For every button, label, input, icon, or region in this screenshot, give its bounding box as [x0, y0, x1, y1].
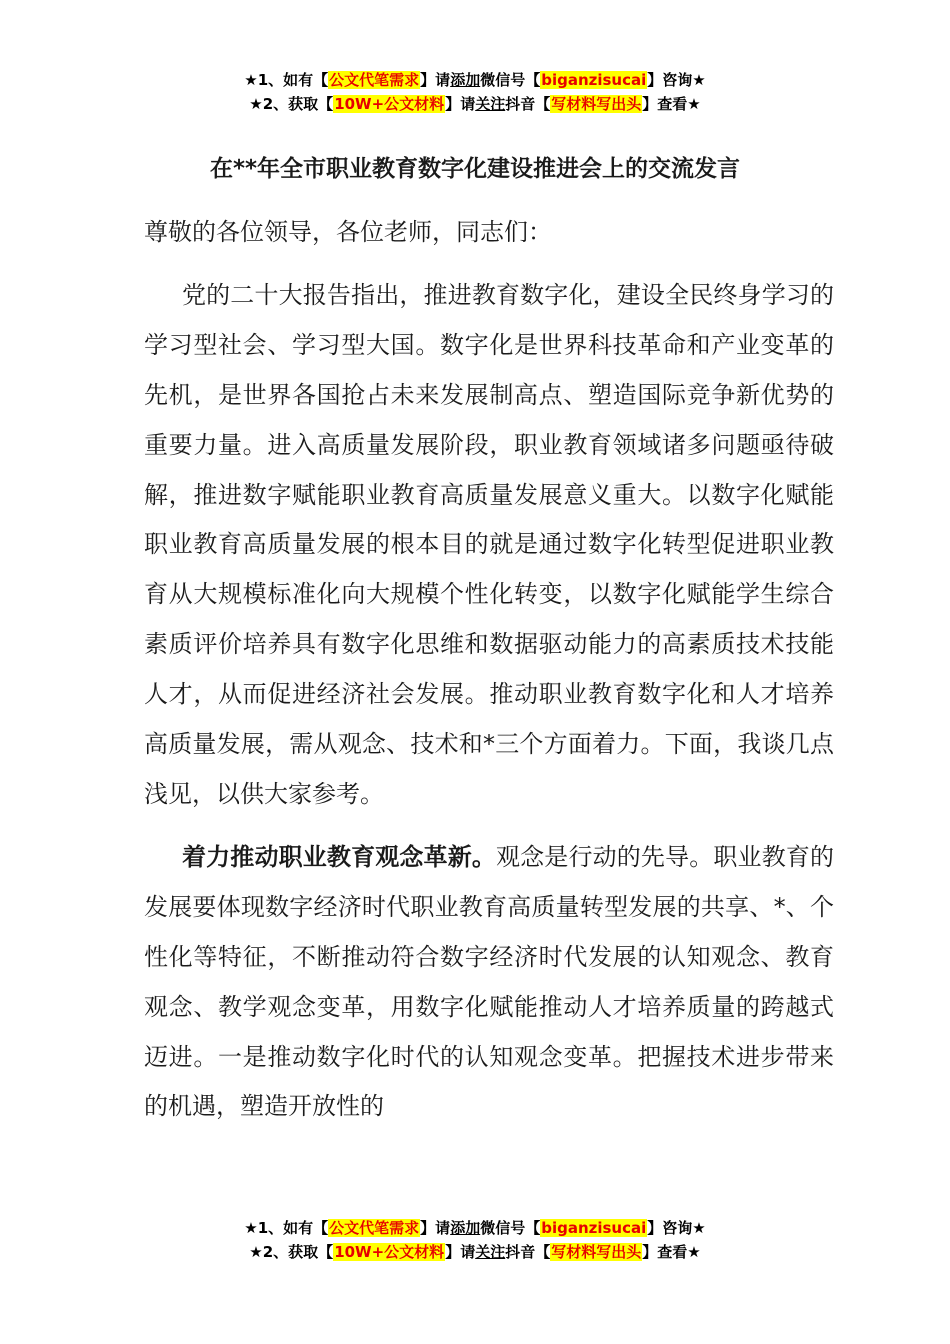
promo-line-1	[0, 1216, 950, 1240]
promo-text: ★1、如有【	[244, 71, 329, 89]
paragraph-2	[144, 833, 834, 1132]
document-title: 在**年全市职业教育数字化建设推进会上的交流发言	[209, 156, 741, 182]
paragraph-2-body: 观念是行动的先导。职业教育的发展要体现数字经济时代职业教育高质量转型发展的共享、*、个性化等特征，不断推动符合数字经济时代发展的认知观念、教育观念、教学观念变革，用数字化赋能推动人才培养质量的跨越式迈进。一是推动数字化时代的认知观念变革。把握技术进步带来的机遇，塑造开放性的	[144, 842, 834, 1121]
promo-text: 】咨询★	[647, 1219, 706, 1237]
promo-highlight: 公文代笔需求	[329, 1219, 420, 1237]
promo-underline: 关注	[475, 1243, 506, 1261]
promo-text: 】查看★	[642, 95, 701, 113]
document-body	[144, 208, 834, 1132]
promo-text: 】咨询★	[647, 71, 706, 89]
promo-text: ★2、获取【	[249, 1243, 334, 1261]
footer-promo-banner	[0, 1216, 950, 1264]
promo-highlight: 公文代笔需求	[329, 71, 420, 89]
promo-text: 】请	[445, 1243, 476, 1261]
header-promo-banner	[0, 68, 950, 116]
promo-highlight: 写材料写出头	[551, 1243, 642, 1261]
promo-text: ★1、如有【	[244, 1219, 329, 1237]
promo-underline: 添加	[450, 71, 481, 89]
promo-text: 】查看★	[642, 1243, 701, 1261]
paragraph-2-lead: 着力推动职业教育观念革新。	[182, 842, 496, 871]
promo-text: 】请	[420, 71, 451, 89]
promo-highlight: 10W+公文材料	[334, 1243, 445, 1261]
promo-text: 微信号【	[480, 1219, 541, 1237]
promo-highlight: biganzisucai	[541, 71, 647, 89]
promo-underline: 添加	[450, 1219, 481, 1237]
promo-highlight: biganzisucai	[541, 1219, 647, 1237]
promo-text: 抖音【	[505, 95, 551, 113]
promo-highlight: 10W+公文材料	[334, 95, 445, 113]
promo-underline: 关注	[475, 95, 506, 113]
promo-text: 抖音【	[505, 1243, 551, 1261]
greeting: 尊敬的各位领导，各位老师，同志们：	[144, 218, 552, 246]
promo-text: 】请	[420, 1219, 451, 1237]
promo-text: 微信号【	[480, 71, 541, 89]
promo-line-1	[0, 68, 950, 92]
promo-line-2	[0, 92, 950, 116]
promo-text: ★2、获取【	[249, 95, 334, 113]
paragraph-1: 党的二十大报告指出，推进教育数字化，建设全民终身学习的学习型社会、学习型大国。数字化是世界科技革命和产业变革的先机，是世界各国抢占未来发展制高点、塑造国际竞争新优势的重要力量。进入高质量发展阶段，职业教育领域诸多问题亟待破解，推进数字赋能职业教育高质量发展意义重大。以数字化赋能职业教育高质量发展的根本目的就是通过数字化转型促进职业教育从大规模标准化向大规模个性化转变，以数字化赋能学生综合素质评价培养具有数字化思维和数据驱动能力的高素质技术技能人才，从而促进经济社会发展。推动职业教育数字化和人才培养高质量发展，需从观念、技术和*三个方面着力。下面，我谈几点浅见，以供大家参考。	[144, 280, 834, 808]
promo-line-2	[0, 1240, 950, 1264]
promo-text: 】请	[445, 95, 476, 113]
promo-highlight: 写材料写出头	[551, 95, 642, 113]
